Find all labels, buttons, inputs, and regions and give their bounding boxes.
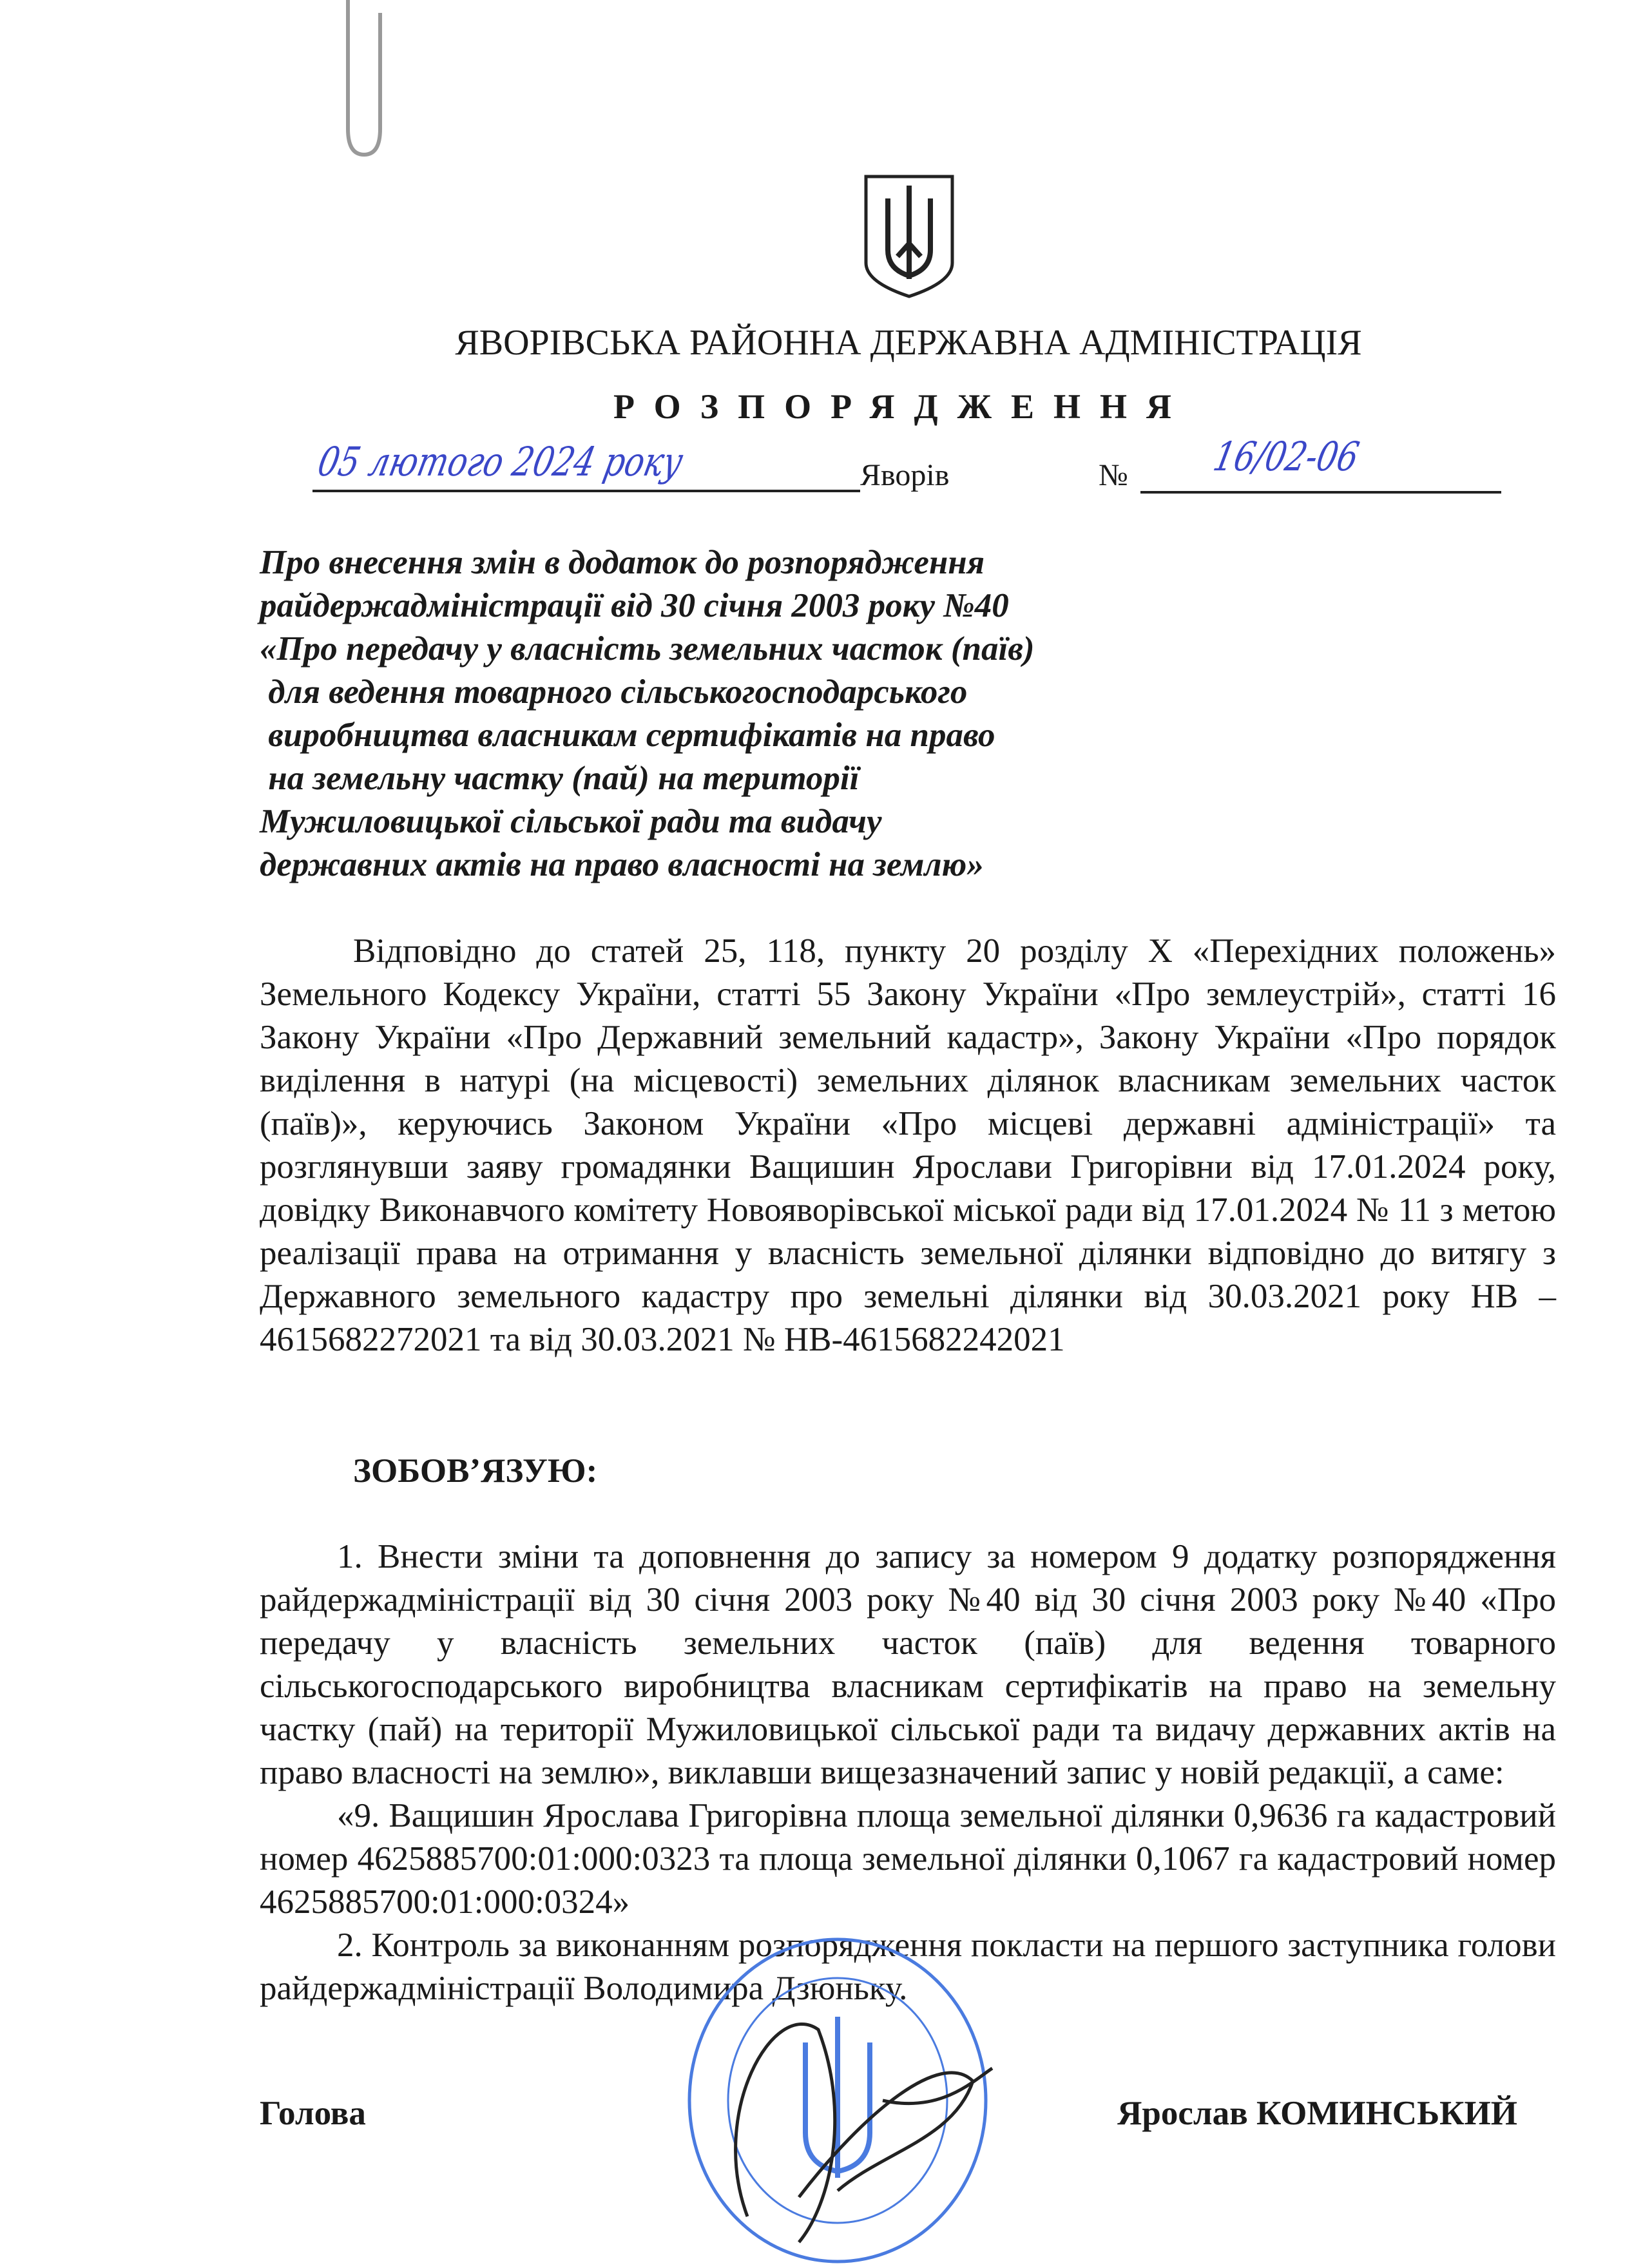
subject-line: для ведення товарного сільськогосподарського [260, 673, 968, 711]
subject-line: Про внесення змін в додаток до розпорядження [260, 544, 985, 581]
subject-line: на земельну частку (пай) на території [260, 760, 860, 797]
oblige-heading: ЗОБОВ’ЯЗУЮ: [353, 1452, 598, 1490]
subject-line: виробництва власникам сертифікатів на право [260, 716, 995, 754]
item-2: 2. Контроль за виконанням розпорядження покласти на першого заступника голови райдержадміністрації Володимира Дзюньку. [260, 1927, 1556, 2007]
item-1-record: «9. Ващишин Ярослава Григорівна площа земельної ділянки 0,9636 га кадастровий номер 4625885700:01:000:0323 та площа земельної ділянки 0,1067 га кадастровий номер 4625885700:01:000:0324» [260, 1797, 1556, 1921]
number-sign: № [1099, 458, 1128, 492]
order-subject [260, 541, 1162, 887]
date-underline [312, 490, 860, 492]
preamble-paragraph: Відповідно до статей 25, 118, пункту 20 розділу Х «Перехідних положень» Земельного Кодексу України, статті 55 Закону України «Про землеустрій», статті 16 Закону України «Про Державний земельний кадастр», Закону України «Про порядок виділення в натурі (на місцевості) земельних ділянок власникам земельних часток (паїв)», керуючись Законом України «Про місцеві державні адміністрації» та розглянувши заяву громадянки Ващишин Ярослави Григорівни від 17.01.2024 року, довідку Виконавчого комітету Новояворівської міської ради від 17.01.2024 № 11 з метою реалізації права на отримання у власність земельної ділянки відповідно до витягу з Державного земельного кадастру про земельні ділянки від 30.03.2021 року НВ – 4615682272021 та від 30.03.2021 № НВ-4615682242021 [260, 932, 1556, 1358]
number-underline [1140, 491, 1501, 494]
subject-line: райдержадміністрації від 30 січня 2003 року №40 [260, 587, 1009, 624]
subject-line: державних актів на право власності на землю» [260, 846, 984, 883]
subject-line: «Про передачу у власність земельних часток (паїв) [260, 630, 1035, 668]
date-number-line [312, 433, 1524, 509]
signatory-title: Голова [260, 2095, 366, 2132]
administration-name: ЯВОРІВСЬКА РАЙОННА ДЕРЖАВНА АДМІНІСТРАЦІЯ [455, 323, 1362, 363]
official-stamp [670, 1920, 1005, 2268]
document-type: РОЗПОРЯДЖЕННЯ [613, 387, 1191, 426]
city: Яворів [860, 458, 950, 492]
coat-of-arms-icon [862, 173, 956, 299]
handwritten-number: 16/02-06 [1209, 433, 1363, 480]
item-1: 1. Внести зміни та доповнення до запису за номером 9 додатку розпорядження райдержадміністрації від 30 січня 2003 року №40 від 30 січня 2003 року №40 «Про передачу у власність земельних часток (паїв) для ведення товарного сільськогосподарського виробництва власникам сертифікатів на право на земельну частку (пай) на території Мужиловицької сільської ради та видачу державних актів на право власності на землю», виклавши вищезазначений запис у новій редакції, а саме: [260, 1538, 1556, 1791]
subject-line: Мужиловицької сільської ради та видачу [260, 803, 882, 840]
signatory-name: Ярослав КОМИНСЬКИЙ [1117, 2095, 1517, 2132]
paper-clip-icon [335, 0, 393, 161]
handwritten-date: 05 лютого 2024 року [314, 438, 687, 485]
